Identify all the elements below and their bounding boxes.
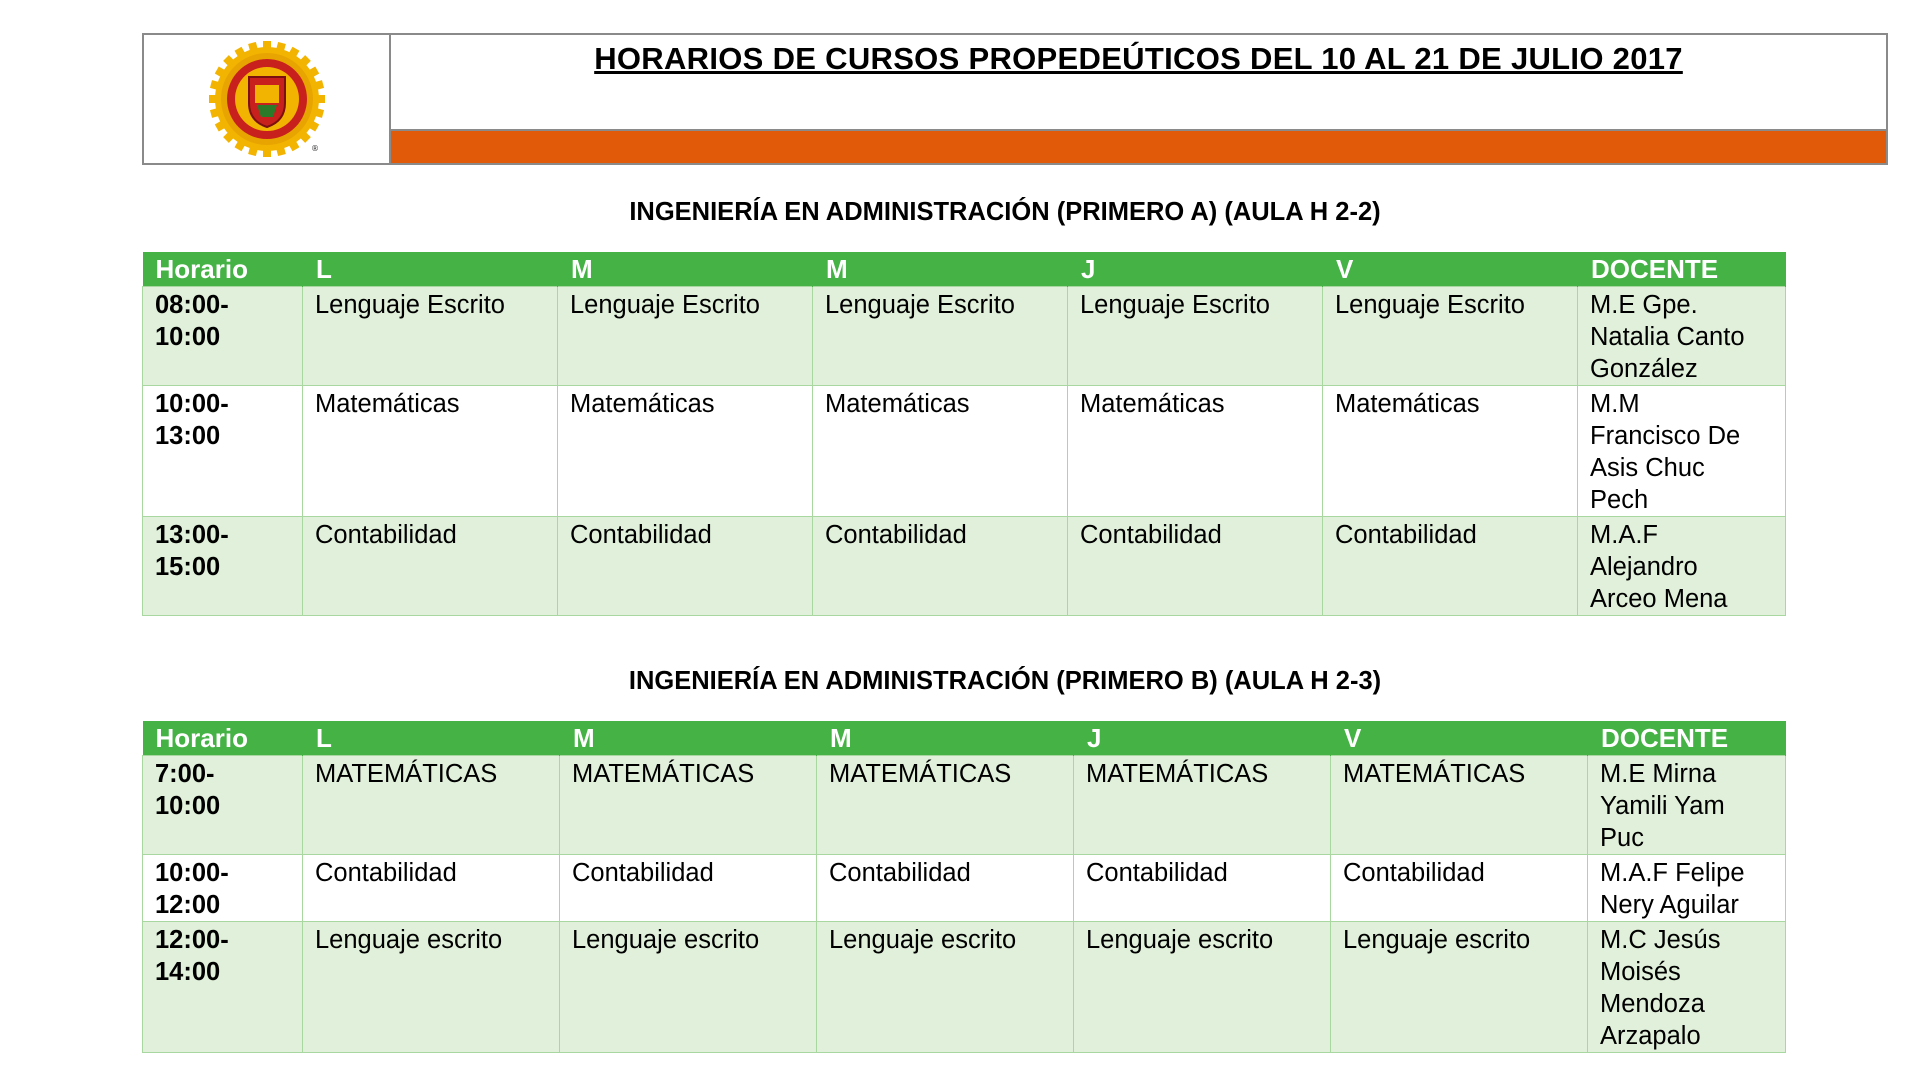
teacher-line: M.E Gpe. bbox=[1590, 291, 1698, 319]
time-end: 10:00 bbox=[155, 323, 221, 351]
teacher-line: Natalia Canto bbox=[1590, 323, 1745, 351]
header-martes: M bbox=[560, 721, 817, 756]
course-cell: Contabilidad bbox=[1074, 855, 1331, 922]
course-cell: Lenguaje Escrito bbox=[813, 287, 1068, 386]
course-cell: Matemáticas bbox=[1068, 386, 1323, 517]
teacher-line: Nery Aguilar bbox=[1600, 891, 1739, 919]
header-miercoles: M bbox=[817, 721, 1074, 756]
teacher-line: Mendoza bbox=[1600, 990, 1705, 1018]
teacher-cell bbox=[1578, 386, 1786, 517]
course-cell: Contabilidad bbox=[813, 517, 1068, 616]
teacher-line: Yamili Yam bbox=[1600, 792, 1725, 820]
course-cell: Contabilidad bbox=[303, 517, 558, 616]
course-cell: Contabilidad bbox=[1323, 517, 1578, 616]
table-row bbox=[143, 855, 1786, 922]
schedule-table-a bbox=[142, 252, 1786, 616]
header-jueves: J bbox=[1074, 721, 1331, 756]
teacher-cell bbox=[1588, 855, 1786, 922]
course-cell: Lenguaje Escrito bbox=[558, 287, 813, 386]
time-cell bbox=[143, 855, 303, 922]
time-start: 08:00- bbox=[155, 291, 229, 319]
table-row bbox=[143, 517, 1786, 616]
header-horario: Horario bbox=[143, 252, 303, 287]
time-start: 7:00- bbox=[155, 760, 215, 788]
time-end: 10:00 bbox=[155, 792, 221, 820]
header-viernes: V bbox=[1323, 252, 1578, 287]
schedule-table-b bbox=[142, 721, 1786, 1053]
table-header-row bbox=[143, 721, 1786, 756]
course-cell: MATEMÁTICAS bbox=[817, 756, 1074, 855]
time-end: 15:00 bbox=[155, 553, 221, 581]
document-header bbox=[142, 33, 1888, 165]
institution-seal-icon bbox=[207, 39, 327, 159]
time-end: 14:00 bbox=[155, 958, 221, 986]
teacher-cell bbox=[1578, 517, 1786, 616]
course-cell: Contabilidad bbox=[1331, 855, 1588, 922]
time-start: 10:00- bbox=[155, 859, 229, 887]
course-cell: Lenguaje Escrito bbox=[303, 287, 558, 386]
course-cell: Matemáticas bbox=[1323, 386, 1578, 517]
teacher-cell bbox=[1588, 922, 1786, 1053]
time-start: 12:00- bbox=[155, 926, 229, 954]
teacher-line: Arzapalo bbox=[1600, 1022, 1701, 1050]
header-martes: M bbox=[558, 252, 813, 287]
time-cell bbox=[143, 386, 303, 517]
course-cell: Lenguaje Escrito bbox=[1068, 287, 1323, 386]
course-cell: Lenguaje escrito bbox=[303, 922, 560, 1053]
section-title-b: INGENIERÍA EN ADMINISTRACIÓN (PRIMERO B) (AULA H 2-3) bbox=[628, 667, 1382, 695]
time-start: 10:00- bbox=[155, 390, 229, 418]
course-cell: MATEMÁTICAS bbox=[1331, 756, 1588, 855]
title-cell bbox=[391, 35, 1886, 131]
course-cell: Lenguaje escrito bbox=[560, 922, 817, 1053]
time-cell bbox=[143, 287, 303, 386]
teacher-line: Moisés bbox=[1600, 958, 1681, 986]
course-cell: Contabilidad bbox=[560, 855, 817, 922]
teacher-cell bbox=[1588, 756, 1786, 855]
header-lunes: L bbox=[303, 721, 560, 756]
time-cell bbox=[143, 922, 303, 1053]
teacher-line: Alejandro bbox=[1590, 553, 1698, 581]
teacher-line: Francisco De bbox=[1590, 422, 1741, 450]
document-title: HORARIOS DE CURSOS PROPEDEÚTICOS DEL 10 AL 21 DE JULIO 2017 bbox=[594, 41, 1683, 76]
teacher-line: M.A.F Felipe bbox=[1600, 859, 1745, 887]
course-cell: Contabilidad bbox=[817, 855, 1074, 922]
header-jueves: J bbox=[1068, 252, 1323, 287]
course-cell: Lenguaje escrito bbox=[817, 922, 1074, 1053]
time-cell bbox=[143, 756, 303, 855]
teacher-line: M.E Mirna bbox=[1600, 760, 1717, 788]
table-row bbox=[143, 922, 1786, 1053]
time-end: 12:00 bbox=[155, 891, 221, 919]
course-cell: Lenguaje Escrito bbox=[1323, 287, 1578, 386]
course-cell: MATEMÁTICAS bbox=[303, 756, 560, 855]
header-viernes: V bbox=[1331, 721, 1588, 756]
teacher-line: Asis Chuc bbox=[1590, 454, 1705, 482]
header-horario: Horario bbox=[143, 721, 303, 756]
teacher-line: Arceo Mena bbox=[1590, 585, 1728, 613]
table-header-row bbox=[143, 252, 1786, 287]
course-cell: Lenguaje escrito bbox=[1331, 922, 1588, 1053]
time-end: 13:00 bbox=[155, 422, 221, 450]
course-cell: Matemáticas bbox=[813, 386, 1068, 517]
teacher-line: M.A.F bbox=[1590, 521, 1658, 549]
table-row bbox=[143, 287, 1786, 386]
teacher-line: Puc bbox=[1600, 824, 1644, 852]
header-docente: DOCENTE bbox=[1588, 721, 1786, 756]
header-lunes: L bbox=[303, 252, 558, 287]
teacher-cell bbox=[1578, 287, 1786, 386]
teacher-line: González bbox=[1590, 355, 1698, 383]
table-row bbox=[143, 386, 1786, 517]
section-title-a: INGENIERÍA EN ADMINISTRACIÓN (PRIMERO A) (AULA H 2-2) bbox=[629, 198, 1381, 226]
table-row bbox=[143, 756, 1786, 855]
course-cell: MATEMÁTICAS bbox=[560, 756, 817, 855]
course-cell: Contabilidad bbox=[303, 855, 560, 922]
teacher-line: M.M bbox=[1590, 390, 1640, 418]
course-cell: Matemáticas bbox=[303, 386, 558, 517]
course-cell: Lenguaje escrito bbox=[1074, 922, 1331, 1053]
time-cell bbox=[143, 517, 303, 616]
course-cell: MATEMÁTICAS bbox=[1074, 756, 1331, 855]
course-cell: Contabilidad bbox=[558, 517, 813, 616]
header-docente: DOCENTE bbox=[1578, 252, 1786, 287]
course-cell: Matemáticas bbox=[558, 386, 813, 517]
logo-cell bbox=[144, 35, 391, 163]
svg-text:®: ® bbox=[310, 144, 319, 153]
header-miercoles: M bbox=[813, 252, 1068, 287]
teacher-line: M.C Jesús bbox=[1600, 926, 1721, 954]
course-cell: Contabilidad bbox=[1068, 517, 1323, 616]
orange-accent-bar bbox=[391, 131, 1886, 163]
teacher-line: Pech bbox=[1590, 486, 1649, 514]
time-start: 13:00- bbox=[155, 521, 229, 549]
